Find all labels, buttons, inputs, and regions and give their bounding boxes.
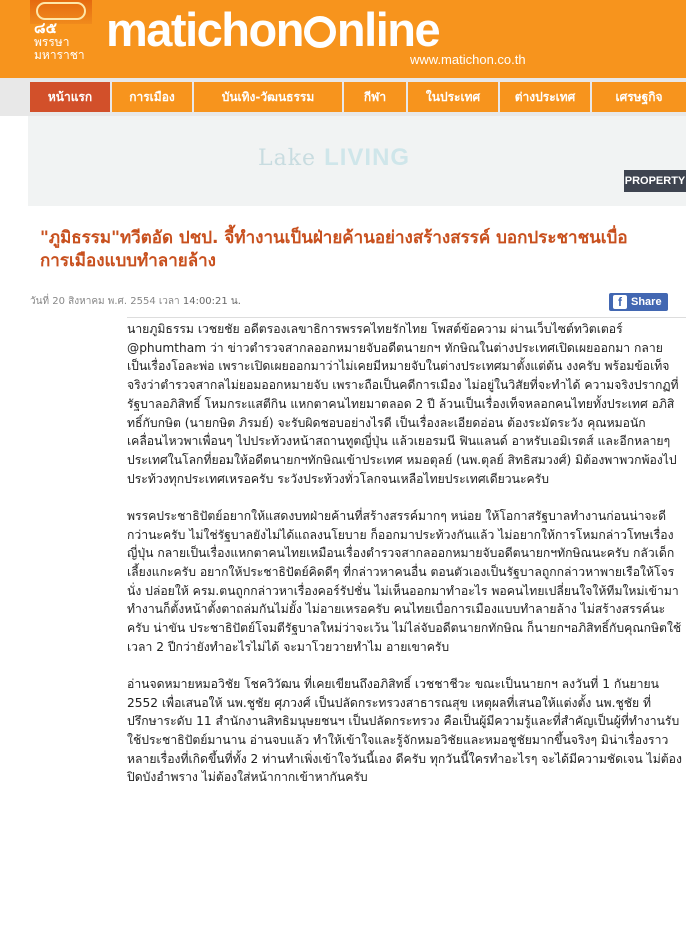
site-header bbox=[0, 0, 686, 78]
banner-brand-script: Lake bbox=[258, 146, 317, 171]
banner-property-tag: PROPERTY bbox=[624, 170, 686, 192]
ad-banner[interactable] bbox=[28, 116, 686, 206]
article-title: "ภูมิธรรม"ทวีตอัด ปชป. จี้ทำงานเป็นฝ่ายค้านอย่างสร้างสรรค์ บอกประชาชนเบื่อการเมืองแบบทำลายล้าง bbox=[40, 228, 628, 271]
facebook-share-button[interactable] bbox=[609, 293, 668, 311]
article-time: 14:00:21 น. bbox=[182, 296, 241, 307]
facebook-icon: f bbox=[613, 295, 627, 309]
article-paragraph: พรรคประชาธิปัตย์อยากให้แสดงบทฝ่ายค้านที่สร้างสรรค์มากๆ หน่อย ให้โอกาสรัฐบาลทำงานก่อนน่าจะดีกว่านะครับ ไม่ใช่รัฐบาลยังไม่ได้แถลงนโยบาย ก็ออกมาประท้วงกันแล้ว ไม่อยากให้การโหมกล่าวโทษเรื่องญี่ปุ่น กลายเป็นเรื่องแหกตาคนไทยเหมือนเรื่องตำรวจสากลออกหมายจับอดีตนายกฯทักษิณนะครับ กลัวเด็กเลี้ยงแกะครับ อยากให้ประชาธิปัตย์คิดดีๆ ที่กล่าวหาคนอื่น ตอนตัวเองเป็นรัฐบาลถูกกล่าวหาพายเรือให้โจรนั่ง ปล่อยให้ ครม.ตนถูกกล่าวหาเรื่องคอร์รัปชั่น ไม่เห็นออกมาทำอะไร พอคนไทยเปลี่ยนใจให้ทีมใหม่เข้ามาทำงานก็ตั้งหน้าตั้งตาถล่มกันไม่ยั้ง ไม่อายเหรอครับ คนไทยเบื่อการเมืองแบบทำลายล้าง ไม่สร้างสรรค์นะครับ น่าขัน ประชาธิปัตย์โจมตีรัฐบาลใหม่ว่าจะเว้น ไม่ไล่จับอดีตนายกทักษิณ ก็นายกฯอภิสิทธิ์กับคุณกษิตใช้เวลา 2 ปีกว่ายังทำอะไรไม่ได้ จะมาโวยวายทำไม อายเขาครับ bbox=[127, 508, 682, 654]
anniversary-badge bbox=[34, 19, 96, 62]
site-url[interactable]: www.matichon.co.th bbox=[410, 52, 526, 67]
logo-o-ring-icon bbox=[304, 16, 336, 48]
article-paragraph: นายภูมิธรรม เวชยชัย อดีตรองเลขาธิการพรรคไทยรักไทย โพสต์ข้อความ ผ่านเว็บไซต์ทวิตเตอร์ @phumtham ว่า ข่าวตำรวจสากลออกหมายจับอดีตนายกฯ ทักษิณในต่างประเทศเปิดเผยออกมา กลายเป็นเรื่องโอละพ่อ เพราะเปิดเผยออกมาว่าไม่เคยมีหมายจับในต่างประเทศมาตั้งแต่ต้น งงครับ พร้อมข้อเท็จจริงว่าตำรวจสากลไม่ยอมออกหมายจับ เพราะถือเป็นคดีการเมือง ไม่อยู่ในวิสัยที่จะทำได้ ความจริงปรากฏที่รัฐบาลอภิสิทธิ์ โหมกระแสตีกิน แหกตาคนไทยมาตลอด 2 ปี ล้วนเป็นเรื่องเท็จหลอกคนไทยทั้งประเทศ อภิสิทธิ์กับกษิต (นายกษิต ภิรมย์) จะรับผิดชอบอย่างไรดี เป็นเรื่องละเอียดอ่อน ต้องระมัดระวัง คุณหมอนักเคลื่อนไหวพาเพื่อนๆ ไปประท้วงหน้าสถานทูตญี่ปุ่น แล้วเยอรมนี ฟินแลนด์ อาหรับเอมิเรตส์ และอีกหลายๆ ประเทศในโลกที่ยอมให้อดีตนายกฯทักษิณเข้าประเทศ หมอตุลย์ (นพ.ตุลย์ สิทธิสมวงศ์) มิต้องพาพวกพ้องไปประท้วงทุกประเทศเหรอครับ ระวังประท้วงทั่วโลกจนเหลือไทยประเทศเดียวนะครับ bbox=[127, 322, 679, 486]
banner-brand bbox=[258, 144, 410, 172]
main-nav bbox=[0, 78, 686, 116]
nav-item-entertainment[interactable]: บันเทิง-วัฒนธรรม bbox=[194, 82, 342, 112]
nav-item-home[interactable]: หน้าแรก bbox=[30, 82, 110, 112]
logo-text-post: nline bbox=[336, 3, 440, 56]
anniversary-number: ๘๕ bbox=[34, 19, 57, 37]
nav-item-foreign[interactable]: ต่างประเทศ bbox=[500, 82, 590, 112]
nav-item-economy[interactable]: เศรษฐกิจ bbox=[592, 82, 686, 112]
article-date: วันที่ 20 สิงหาคม พ.ศ. 2554 เวลา bbox=[30, 296, 183, 307]
divider bbox=[127, 317, 686, 318]
share-label: Share bbox=[631, 296, 662, 308]
banner-brand-word: LIVING bbox=[324, 144, 411, 171]
article-paragraph: อ่านจดหมายหมอวิชัย โชควิวัฒน ที่เคยเขียนถึงอภิสิทธิ์ เวชชาชีวะ ขณะเป็นนายกฯ ลงวันที่ 1 กันยายน 2552 เพื่อเสนอให้ นพ.ชูชัย ศุภวงศ์ เป็นปลัดกระทรวงสาธารณสุข เหตุผลที่เสนอให้แต่งตั้ง นพ.ชูชัย ที่ปรึกษาระดับ 11 สำนักงานสิทธิมนุษยชนฯ เป็นปลัดกระทรวง คือเป็นผู้มีความรู้และที่สำคัญเป็นผู้ที่ทำงานรับใช้ประชาธิปัตย์มานาน อ่านจบแล้ว ทำให้เข้าใจและรู้จักหมอวิชัยและหมอชูชัยมากขึ้นจริงๆ มิน่าเรื่องราวหลายเรื่องที่เกิดขึ้นที่ทั้ง 2 ท่านทำเพิ่งเข้าใจวันนี้เอง ดีครับ ทุกวันนี้ใครทำอะไรๆ จะได้มีความชัดเจน ไม่ต้องปิดบังอำพราง ไม่ต้องใส่หน้ากากเข้าหากันครับ bbox=[127, 676, 682, 785]
nav-item-sports[interactable]: กีฬา bbox=[344, 82, 406, 112]
nav-item-politics[interactable]: การเมือง bbox=[112, 82, 192, 112]
nav-item-local[interactable]: ในประเทศ bbox=[408, 82, 498, 112]
site-logo[interactable] bbox=[106, 4, 439, 56]
anniversary-line2: มหาราชา bbox=[34, 48, 85, 62]
article-body bbox=[127, 320, 682, 806]
logo-text-pre: matichon bbox=[106, 3, 303, 56]
anniversary-word: พรรษา bbox=[34, 35, 70, 49]
article-dateline bbox=[30, 294, 241, 309]
